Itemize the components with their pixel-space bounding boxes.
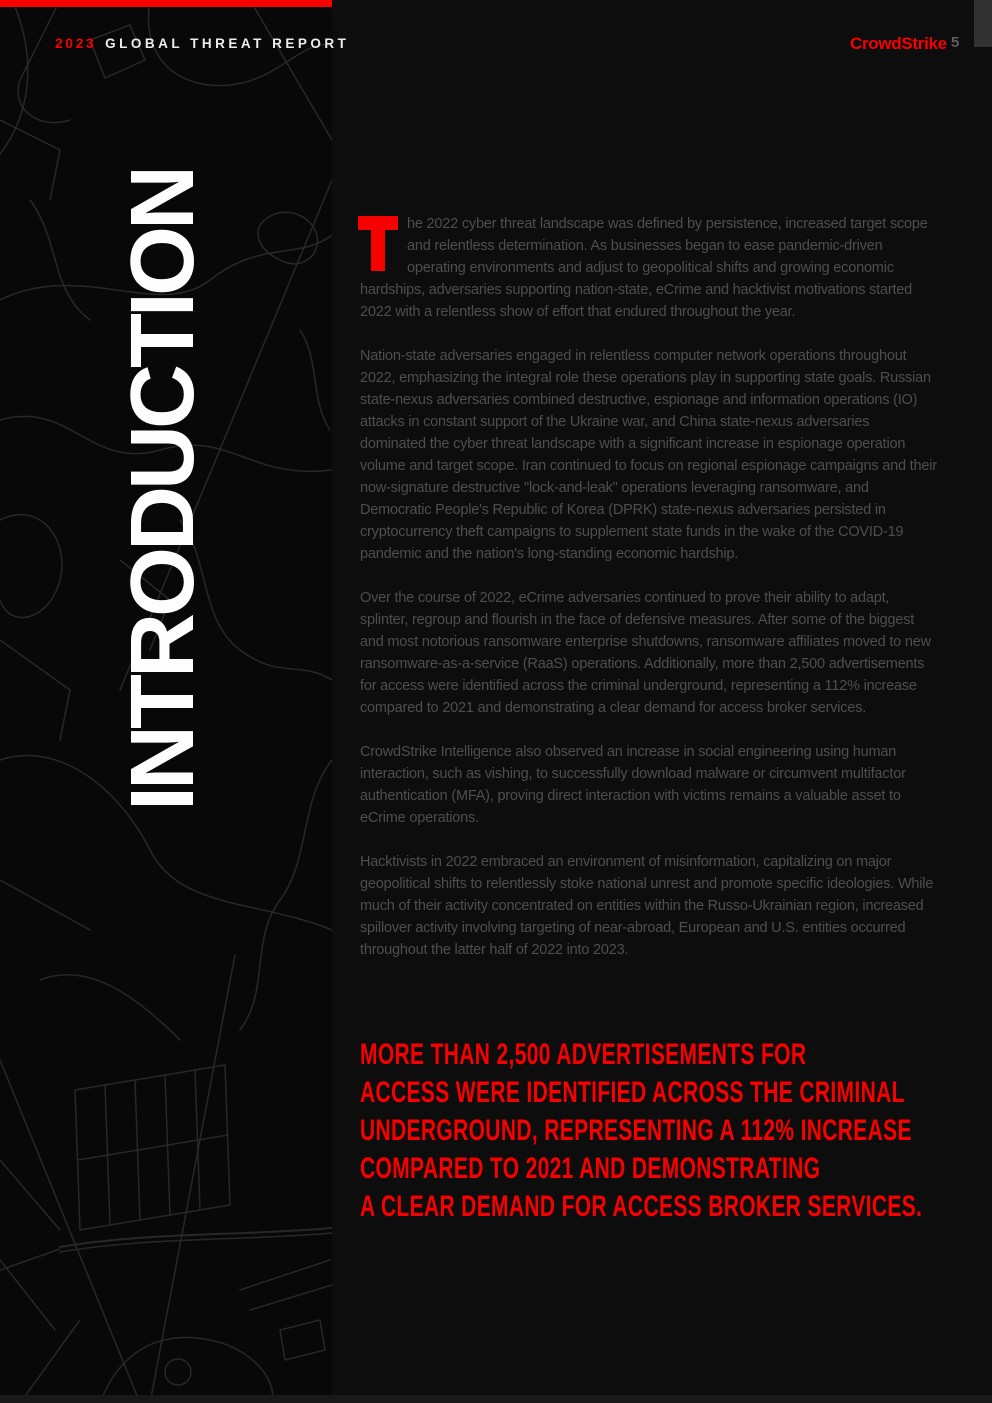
paragraph-2: Nation-state adversaries engaged in relentless computer network operations throughout 2022, emphasizing the integral role these operations play in supporting state goals. Russian state-nexus adversaries combined destructive, espionage and information operations (IO) attacks in constant support of the Ukraine war, and China state-nexus adversaries dominated the cyber threat landscape with a significant increase in espionage operation volume and target scope. Iran continued to focus on regional espionage campaigns and their now-signature destructive "lock-and-leak" operations leveraging ransomware, and Democratic People's Republic of Korea (DPRK) state-nexus adversaries persisted in cryptocurrency theft campaigns to supplement state funds in the wake of the COVID-19 pandemic and the nation's long-standing economic hardship. [360, 348, 937, 562]
section-title-vertical: INTRODUCTION [113, 169, 213, 811]
header-year: 2023 [55, 35, 97, 51]
crowdstrike-logo: CrowdStrike [850, 34, 947, 53]
pull-quote-line: A CLEAR DEMAND FOR ACCESS BROKER SERVICES. [360, 1190, 923, 1223]
header-title: GLOBAL THREAT REPORT [105, 36, 350, 51]
paragraph-1 [360, 213, 938, 323]
pull-quote-line: UNDERGROUND, REPRESENTING A 112% INCREASE [360, 1114, 912, 1147]
page-number: 5 [951, 34, 960, 51]
report-header [55, 35, 349, 53]
paragraph-1-text: he 2022 cyber threat landscape was defined by persistence, increased target scope and relentless determination. As businesses began to ease pandemic-driven operating environments and adjust to geopolitical shifts and growing economic hardships, adversaries supporting nation-state, eCrime and hacktivist motivations started 2022 with a relentless show of effort that endured throughout the year. [360, 216, 928, 320]
bottom-strip [0, 1395, 992, 1403]
pull-quote [360, 1036, 960, 1226]
pull-quote-line: ACCESS WERE IDENTIFIED ACROSS THE CRIMINAL [360, 1076, 905, 1109]
dropcap-letter [358, 216, 398, 271]
corner-tab [974, 0, 992, 47]
top-accent-bar [0, 0, 332, 7]
paragraph-3: Over the course of 2022, eCrime adversaries continued to prove their ability to adapt, splinter, regroup and flourish in the face of defensive measures. After some of the biggest and most notorious ransomware enterprise shutdowns, ransomware affiliates moved to new ransomware-as-a-service (RaaS) operations. Additionally, more than 2,500 advertisements for access were identified across the criminal underground, representing a 112% increase compared to 2021 and demonstrating a clear demand for access broker services. [360, 590, 931, 716]
paragraph-4: CrowdStrike Intelligence also observed an increase in social engineering using human interaction, such as vishing, to successfully download malware or circumvent multifactor authentication (MFA), proving direct interaction with victims remains a valuable asset to eCrime operations. [360, 744, 906, 826]
article-body [360, 213, 938, 983]
pull-quote-line: MORE THAN 2,500 ADVERTISEMENTS FOR [360, 1038, 807, 1071]
pull-quote-line: COMPARED TO 2021 AND DEMONSTRATING [360, 1152, 821, 1185]
paragraph-5: Hacktivists in 2022 embraced an environment of misinformation, capitalizing on major geopolitical shifts to relentlessly stoke national unrest and promote specific ideologies. While much of their activity concentrated on entities within the Russo-Ukrainian region, increased spillover activity involving targeting of near-abroad, European and U.S. entities occurred throughout the latter half of 2022 into 2023. [360, 854, 934, 958]
